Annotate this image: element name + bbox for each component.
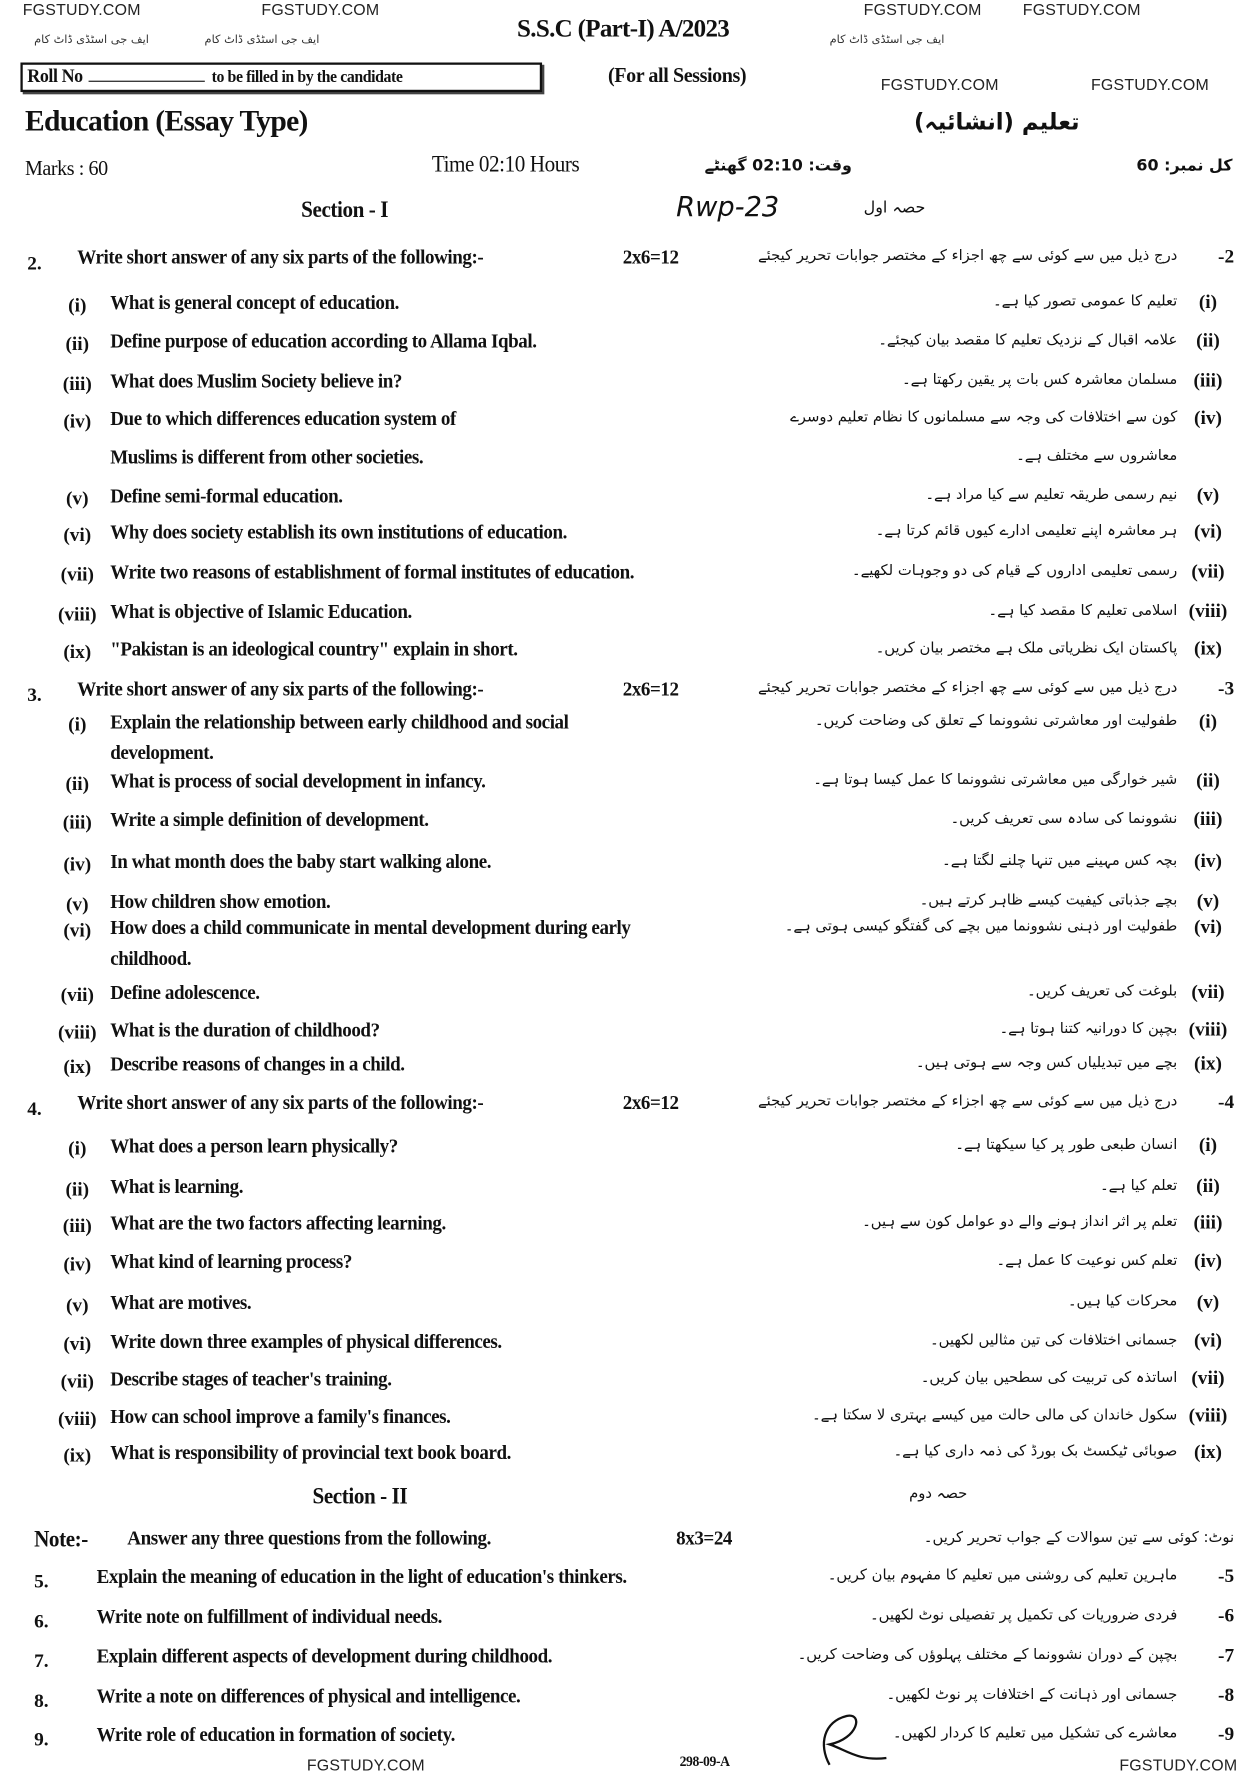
roll-number-field[interactable] bbox=[89, 81, 205, 82]
section-2-title: Section - II bbox=[312, 1484, 408, 1510]
part-text-urdu: پاکستان ایک نظریاتی ملک ہے مختصر بیان کریں۔ bbox=[875, 639, 1178, 657]
part-text: Define adolescence. bbox=[110, 980, 260, 1004]
subject-title-urdu: تعلیم (انشائیہ) bbox=[914, 107, 1080, 136]
part-text: What does a person learn physically? bbox=[110, 1134, 398, 1157]
part-text-urdu: نیم رسمی طریقہ تعلیم سے کیا مراد ہے۔ bbox=[925, 486, 1178, 504]
part-numeral: (iii) bbox=[62, 1214, 92, 1237]
part-numeral: (iii) bbox=[62, 811, 92, 833]
part-numeral-urdu: (v) bbox=[1196, 889, 1220, 912]
part-text: What is responsibility of provincial text book board. bbox=[110, 1440, 511, 1464]
question-number-urdu: -4 bbox=[1218, 1090, 1235, 1113]
part-numeral: (vii) bbox=[60, 984, 94, 1006]
part-text-urdu: تعلیم کا عمومی تصور کیا ہے۔ bbox=[993, 293, 1178, 311]
question-heading-urdu: درج ذیل میں سے کوئی سے چھ اجزاء کے مختصر جوابات تحریر کیجئے bbox=[757, 1093, 1178, 1111]
question-text: Write a note on differences of physical and intelligence. bbox=[96, 1684, 521, 1707]
part-numeral-urdu: (i) bbox=[1198, 290, 1218, 313]
part-numeral-urdu: (ii) bbox=[1196, 329, 1220, 352]
part-text: How children show emotion. bbox=[110, 889, 331, 913]
part-text-urdu-continued: معاشروں سے مختلف ہے۔ bbox=[1016, 447, 1178, 465]
watermark-text-urdu: ایف جی اسٹڈی ڈاٹ کام bbox=[34, 34, 149, 47]
section-2-title-urdu: حصہ دوم bbox=[909, 1485, 968, 1503]
sessions-label: (For all Sessions) bbox=[607, 63, 747, 88]
question-text-urdu: بچپن کے دوران نشوونما کے مختلف پہلوؤں کی وضاحت کریں۔ bbox=[797, 1646, 1178, 1664]
part-numeral: (iv) bbox=[63, 853, 92, 876]
roll-note: to be filled in by the candidate bbox=[211, 68, 403, 87]
part-text: What kind of learning process? bbox=[110, 1250, 352, 1273]
part-numeral-urdu: (iii) bbox=[1193, 1211, 1223, 1233]
handwritten-code: Rwp-23 bbox=[676, 190, 780, 223]
part-text-continued: development. bbox=[110, 740, 214, 764]
part-text-urdu: بچے میں تبدیلیاں کس وجہ سے ہوتی ہیں۔ bbox=[915, 1054, 1178, 1072]
part-text-urdu: مسلمان معاشرہ کس بات پر یقین رکھتا ہے۔ bbox=[901, 371, 1178, 389]
part-numeral-urdu: (vi) bbox=[1194, 520, 1222, 543]
part-numeral-urdu: (iv) bbox=[1194, 1250, 1222, 1272]
part-numeral-urdu: (v) bbox=[1196, 1290, 1220, 1313]
roll-label: Roll No bbox=[27, 64, 83, 87]
part-text-urdu: بلوغت کی تعریف کریں۔ bbox=[1027, 982, 1178, 1001]
part-numeral-urdu: (viii) bbox=[1188, 1018, 1228, 1040]
part-numeral: (viii) bbox=[57, 1021, 97, 1044]
question-text: Write role of education in formation of society. bbox=[96, 1722, 455, 1746]
part-text-urdu: بچے جذباتی کیفیت کیسے ظاہر کرتے ہیں۔ bbox=[919, 892, 1178, 910]
question-marks: 2x6=12 bbox=[622, 677, 679, 701]
question-heading: Write short answer of any six parts of the following:- bbox=[77, 1090, 484, 1114]
part-text: What does Muslim Society believe in? bbox=[110, 369, 403, 393]
part-numeral: (i) bbox=[68, 1137, 87, 1160]
watermark-text: FGSTUDY.COM bbox=[1090, 75, 1209, 94]
part-text-urdu: محرکات کیا ہیں۔ bbox=[1067, 1293, 1178, 1311]
question-heading: Write short answer of any six parts of the following:- bbox=[77, 245, 484, 269]
question-text-urdu: فردی ضروریات کی تکمیل پر تفصیلی نوٹ لکھیں۔ bbox=[869, 1606, 1178, 1624]
part-text-urdu: بچپن کا دورانیہ کتنا ہوتا ہے۔ bbox=[999, 1020, 1178, 1038]
part-numeral: (vi) bbox=[63, 1332, 92, 1355]
time-label-urdu: وقت: 02:10 گھنٹے bbox=[704, 156, 852, 176]
part-text-continued: childhood. bbox=[110, 946, 192, 970]
question-number: 5. bbox=[34, 1570, 49, 1593]
question-number-urdu: -9 bbox=[1218, 1722, 1235, 1745]
watermark-text: FGSTUDY.COM bbox=[1119, 1755, 1238, 1774]
part-numeral: (v) bbox=[65, 893, 89, 915]
part-text-urdu: رسمی تعلیمی اداروں کے قیام کی دو وجوہات لکھیے۔ bbox=[851, 562, 1178, 580]
part-numeral: (v) bbox=[65, 1294, 89, 1316]
part-numeral-urdu: (viii) bbox=[1188, 1404, 1228, 1427]
marks-label-urdu: کل نمبر: 60 bbox=[1136, 156, 1233, 176]
section-2-marks: 8x3=24 bbox=[676, 1526, 733, 1549]
part-numeral-urdu: (vii) bbox=[1191, 980, 1225, 1003]
part-text: Explain the relationship between early childhood and social bbox=[110, 710, 569, 733]
part-text: What is process of social development in infancy. bbox=[110, 769, 486, 793]
part-text-urdu: نشوونما کی سادہ سی تعریف کریں۔ bbox=[950, 810, 1178, 828]
part-text: Describe reasons of changes in a child. bbox=[110, 1052, 405, 1076]
question-heading: Write short answer of any six parts of the following:- bbox=[77, 677, 484, 701]
part-numeral: (ii) bbox=[65, 332, 90, 355]
section-1-title-urdu: حصہ اول bbox=[863, 198, 926, 218]
question-number: 7. bbox=[34, 1650, 49, 1672]
part-text-urdu: کون سے اختلافات کی وجہ سے مسلمانوں کا نظام تعلیم دوسرے bbox=[790, 409, 1178, 427]
watermark-text: FGSTUDY.COM bbox=[261, 0, 380, 19]
question-number: 3. bbox=[27, 684, 42, 706]
question-text-urdu: معاشرے کی تشکیل میں تعلیم کا کردار لکھیں۔ bbox=[892, 1725, 1178, 1743]
part-numeral: (vi) bbox=[63, 919, 92, 941]
question-number: 2. bbox=[27, 252, 42, 274]
part-text: Write two reasons of establishment of formal institutes of education. bbox=[110, 560, 635, 583]
part-text-urdu: اساتذہ کی تربیت کی سطحیں بیان کریں۔ bbox=[920, 1369, 1178, 1387]
part-text-urdu: طفولیت اور ذہنی نشوونما میں بچے کی گفتگو کیسی ہوتی ہے۔ bbox=[784, 918, 1178, 936]
time-label: Time 02:10 Hours bbox=[431, 152, 580, 178]
question-heading-urdu: درج ذیل میں سے کوئی سے چھ اجزاء کے مختصر جوابات تحریر کیجئے bbox=[757, 679, 1178, 697]
part-text-urdu: علامہ اقبال کے نزدیک تعلیم کا مقصد بیان کیجئے۔ bbox=[878, 331, 1178, 349]
part-numeral-urdu: (ix) bbox=[1194, 637, 1222, 660]
section-1-title: Section - I bbox=[301, 197, 389, 223]
question-text-urdu: جسمانی اور ذہانت کے اختلافات پر نوٹ لکھیں۔ bbox=[886, 1686, 1178, 1704]
question-number: 9. bbox=[34, 1728, 49, 1751]
part-numeral: (viii) bbox=[57, 1407, 97, 1430]
question-number: 8. bbox=[34, 1689, 49, 1712]
part-text-urdu: جسمانی اختلافات کی تین مثالیں لکھیں۔ bbox=[930, 1331, 1178, 1349]
watermark-text: FGSTUDY.COM bbox=[306, 1755, 425, 1774]
part-text: Write a simple definition of development. bbox=[110, 807, 429, 831]
part-numeral-urdu: (iii) bbox=[1193, 369, 1223, 391]
watermark-text-urdu: ایف جی اسٹڈی ڈاٹ کام bbox=[829, 34, 945, 47]
part-numeral-urdu: (ix) bbox=[1194, 1052, 1222, 1074]
part-text: What is objective of Islamic Education. bbox=[110, 600, 412, 623]
marks-label: Marks : 60 bbox=[25, 156, 108, 181]
part-text: In what month does the baby start walking alone. bbox=[110, 850, 492, 873]
part-numeral-urdu: (vi) bbox=[1194, 915, 1222, 938]
part-text: "Pakistan is an ideological country" explain in short. bbox=[110, 637, 518, 661]
question-number-urdu: -7 bbox=[1218, 1644, 1235, 1666]
part-numeral: (iii) bbox=[62, 372, 92, 395]
part-text: What are the two factors affecting learning. bbox=[110, 1211, 446, 1235]
question-text: Write note on fulfillment of individual needs. bbox=[96, 1604, 442, 1628]
watermark-text-urdu: ایف جی اسٹڈی ڈاٹ کام bbox=[204, 34, 320, 47]
part-text: Why does society establish its own institutions of education. bbox=[110, 520, 567, 544]
part-numeral: (ii) bbox=[65, 772, 90, 795]
question-text-urdu: ماہرین تعلیم کی روشنی میں تعلیم کا مفہوم بیان کریں۔ bbox=[827, 1567, 1178, 1585]
watermark-text: FGSTUDY.COM bbox=[22, 0, 141, 19]
part-numeral: (ix) bbox=[63, 1055, 92, 1078]
part-text-urdu: تعلم کس نوعیت کا عمل ہے۔ bbox=[996, 1252, 1178, 1270]
roll-number-box bbox=[20, 63, 542, 93]
part-text-urdu: ہر معاشرہ اپنے تعلیمی ادارے کیوں قائم کرتا ہے۔ bbox=[875, 522, 1178, 540]
part-text: Write down three examples of physical differences. bbox=[110, 1329, 502, 1353]
part-numeral: (ix) bbox=[63, 640, 92, 663]
question-number-urdu: -6 bbox=[1218, 1604, 1235, 1627]
part-text: What is learning. bbox=[110, 1175, 244, 1198]
part-numeral-urdu: (ii) bbox=[1196, 769, 1220, 791]
part-numeral-urdu: (vii) bbox=[1191, 560, 1225, 582]
part-text: Describe stages of teacher's training. bbox=[110, 1367, 392, 1390]
part-text-urdu: طفولیت اور معاشرتی نشوونما کے تعلق کی وضاحت کریں۔ bbox=[814, 712, 1178, 730]
part-numeral-urdu: (i) bbox=[1198, 1134, 1218, 1156]
part-text-urdu: سکول خاندان کی مالی حالت میں کیسے بہتری لا سکتا ہے۔ bbox=[811, 1406, 1178, 1424]
part-text: Due to which differences education system of bbox=[110, 406, 456, 430]
exam-title: S.S.C (Part-I) A/2023 bbox=[517, 13, 730, 43]
part-numeral: (ii) bbox=[65, 1178, 90, 1201]
question-number-urdu: -8 bbox=[1218, 1684, 1235, 1706]
part-text-urdu: اسلامی تعلیم کا مقصد کیا ہے۔ bbox=[988, 602, 1178, 620]
part-text-urdu: شیر خوارگی میں معاشرتی نشوونما کا عمل کیسا ہوتا ہے۔ bbox=[813, 771, 1178, 789]
part-text: What is general concept of education. bbox=[110, 290, 399, 314]
part-text: How does a child communicate in mental development during early bbox=[110, 915, 631, 939]
question-heading-urdu: درج ذیل میں سے کوئی سے چھ اجزاء کے مختصر جوابات تحریر کیجئے bbox=[757, 247, 1178, 265]
part-text-continued: Muslims is different from other societies. bbox=[110, 445, 424, 469]
part-numeral-urdu: (iv) bbox=[1194, 850, 1222, 872]
signature-mark bbox=[795, 1710, 897, 1767]
watermark-text: FGSTUDY.COM bbox=[863, 0, 982, 19]
watermark-text: FGSTUDY.COM bbox=[1022, 0, 1141, 19]
question-text: Explain the meaning of education in the light of education's thinkers. bbox=[96, 1564, 627, 1588]
question-marks: 2x6=12 bbox=[622, 1090, 679, 1114]
note-text-urdu: نوٹ: کوئی سے تین سوالات کے جواب تحریر کریں۔ bbox=[923, 1529, 1235, 1547]
part-text-urdu: بچہ کس مہینے میں تنہا چلنے لگتا ہے۔ bbox=[942, 852, 1178, 870]
part-text: What is the duration of childhood? bbox=[110, 1018, 380, 1041]
part-numeral: (iv) bbox=[63, 410, 92, 432]
part-text: What are motives. bbox=[110, 1290, 252, 1314]
part-numeral-urdu: (ix) bbox=[1194, 1440, 1222, 1463]
part-numeral: (vii) bbox=[60, 1370, 94, 1393]
note-label: Note:- bbox=[34, 1527, 88, 1553]
part-numeral: (i) bbox=[68, 294, 87, 316]
note-text: Answer any three questions from the following. bbox=[127, 1526, 491, 1549]
question-number: 6. bbox=[34, 1610, 49, 1632]
part-numeral-urdu: (vii) bbox=[1191, 1367, 1225, 1389]
part-numeral: (v) bbox=[65, 487, 89, 510]
part-text-urdu: تعلم کیا ہے۔ bbox=[1099, 1177, 1178, 1195]
part-numeral: (vi) bbox=[63, 523, 92, 546]
subject-title: Education (Essay Type) bbox=[25, 104, 308, 138]
part-numeral-urdu: (viii) bbox=[1188, 600, 1228, 622]
question-number-urdu: -3 bbox=[1218, 677, 1235, 699]
part-numeral: (vii) bbox=[60, 563, 94, 586]
part-text: Define semi-formal education. bbox=[110, 484, 343, 507]
question-number: 4. bbox=[27, 1097, 42, 1120]
part-numeral-urdu: (iv) bbox=[1194, 406, 1222, 429]
part-text: Define purpose of education according to Allama Iqbal. bbox=[110, 329, 537, 353]
watermark-text: FGSTUDY.COM bbox=[880, 75, 999, 94]
question-number-urdu: -5 bbox=[1218, 1564, 1235, 1587]
part-numeral-urdu: (v) bbox=[1196, 484, 1220, 506]
part-text: How can school improve a family's finances. bbox=[110, 1404, 451, 1428]
part-numeral: (iv) bbox=[63, 1253, 92, 1276]
question-number-urdu: -2 bbox=[1218, 245, 1235, 268]
part-numeral-urdu: (vi) bbox=[1194, 1329, 1222, 1352]
part-numeral-urdu: (iii) bbox=[1193, 807, 1223, 830]
part-numeral-urdu: (ii) bbox=[1196, 1175, 1220, 1197]
paper-code: 298-09-A bbox=[679, 1752, 730, 1770]
part-numeral: (ix) bbox=[63, 1444, 92, 1466]
question-text: Explain different aspects of development during childhood. bbox=[96, 1644, 553, 1668]
part-text-urdu: تعلم پر اثر انداز ہونے والے دو عوامل کون سے ہیں۔ bbox=[862, 1213, 1178, 1231]
part-numeral-urdu: (i) bbox=[1198, 710, 1218, 732]
part-text-urdu: صوبائی ٹیکسٹ بک بورڈ کی ذمہ داری کیا ہے۔ bbox=[893, 1443, 1178, 1461]
question-marks: 2x6=12 bbox=[622, 245, 679, 269]
part-text-urdu: انسان طبعی طور پر کیا سیکھتا ہے۔ bbox=[955, 1136, 1178, 1154]
part-numeral: (viii) bbox=[57, 603, 97, 626]
part-numeral: (i) bbox=[68, 713, 87, 736]
